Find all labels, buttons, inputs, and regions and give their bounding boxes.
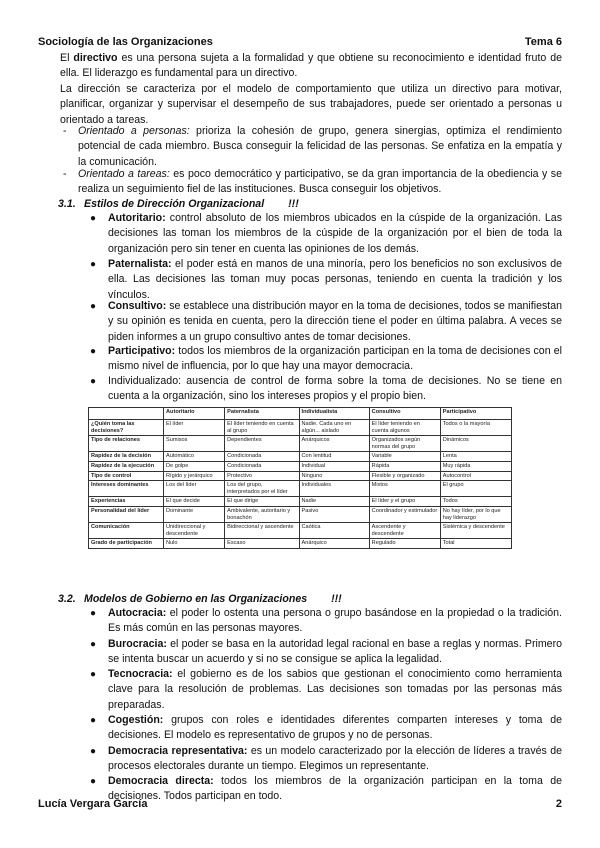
- list-item: ● Democracia representativa: es un modelo caracterizado por la elección de líderes a través de procesos electorales durante un tiempo. Elegimos un representante.: [90, 745, 562, 773]
- bullet-icon: ●: [90, 746, 97, 757]
- list-item: ● Autoritario: control absoluto de los miembros ubicados en la cúspide de la organización. Las decisiones las toman los miembros de la cúspide de la organización por el bien de toda la organización pero sin tener en cuenta las opiniones de los demás.: [90, 212, 562, 255]
- intro-paragraph-2: La dirección se caracteriza por el modelo de comportamiento que utiliza un directivo para motivar, planificar, organizar y supervisar el desempeño de sus trabajadores, puede ser orientado a personas u orientado a tareas.: [60, 83, 562, 126]
- table-row: Rapidez de la decisión Automático Condicionada Con lentitud Variable Lenta: [89, 452, 512, 462]
- table-row: Intereses dominantes Los del líder Los del grupo, interpretados por el líder Individuales Mixtos El grupo: [89, 481, 512, 497]
- list-item: ● Individualizado: ausencia de control de forma sobre la toma de decisiones. No se tiene en cuenta a la organización, sino los intereses propios y el propio bien.: [90, 375, 562, 403]
- page-footer: [38, 798, 562, 812]
- table-header-cell: Individualista: [299, 408, 369, 420]
- list-item: ● Consultivo: se establece una distribución mayor en la toma de decisiones, todos se manifiestan y su opinión es tenida en cuenta, pero la dirección tiene el poder en última palabra. A veces se piden informes a un grupo consultivo antes de tomar decisiones.: [90, 300, 562, 343]
- table-row: Tipo de relaciones Sumisos Dependientes Anárquicos Organizados según normas del grupo Dinámicos: [89, 436, 512, 452]
- intro-paragraph-1: El directivo es una persona sujeta a la formalidad y que obtiene su reconocimiento e identidad fruto de ella. El liderazgo es fundamental para un directivo.: [60, 52, 562, 80]
- bullet-icon: ●: [90, 669, 97, 680]
- section-heading-3-2: 3.2. Modelos de Gobierno en las Organizaciones !!!: [58, 593, 342, 605]
- table-header-cell: Participativo: [440, 408, 511, 420]
- bullet-icon: ●: [90, 776, 97, 787]
- bullet-icon: ●: [90, 346, 97, 357]
- table-row: Rapidez de la ejecución De golpe Condicionada Individual Rápida Muy rápida: [89, 461, 512, 471]
- table-header-cell: Paternalista: [225, 408, 299, 420]
- table-row: ¿Quién toma las decisiones? El líder El líder teniendo en cuenta al grupo Nadie. Cada uno en algún... aislado El líder teniendo en cuenta algunos Todos o la mayoría: [89, 420, 512, 436]
- author-name: Lucía Vergara García: [38, 798, 148, 810]
- dash-item-persons: - Orientado a personas: prioriza la cohesión de grupo, genera sinergias, optimiza el rendimiento potencial de cada miembro. Busca conseguir la felicidad de las personas. Se enfatiza en la empatía y la comunicación.: [63, 125, 562, 168]
- bullet-icon: ●: [90, 608, 97, 619]
- bullet-icon: ●: [90, 301, 97, 312]
- list-item: ● Cogestión: grupos con roles e identidades diferentes comparten intereses y toma de decisiones. El modelo es representativo de grupos y no de personas.: [90, 714, 562, 742]
- bullet-icon: ●: [90, 639, 97, 650]
- dash-item-tasks: - Orientado a tareas: es poco democrático y participativo, se da gran importancia de la obediencia y se realiza un seguimiento fiel de las instituciones. Busca conseguir los objetivos.: [63, 168, 562, 196]
- page-number: 2: [555, 798, 562, 810]
- dash-marker: -: [63, 168, 67, 180]
- bullet-icon: ●: [90, 715, 97, 726]
- course-title: Sociología de las Organizaciones: [38, 36, 213, 48]
- list-item: ● Paternalista: el poder está en manos de una minoría, pero los beneficios no son exclusivos de ella. Las decisiones las toman muy pocas personas, teniendo en cuenta la tradición y los vínculos.: [90, 258, 562, 301]
- table-header-cell: Autoritario: [164, 408, 225, 420]
- table-row: Experiencias El que decide El que dirige Nadie El líder y el grupo Todos: [89, 497, 512, 507]
- topic-label: Tema 6: [524, 36, 562, 48]
- list-item: ● Tecnocracia: el gobierno es de los sabios que gestionan el conocimiento como herramienta clave para la resolución de problemas. Las decisiones son tomadas por las personas más preparadas.: [90, 668, 562, 711]
- table-row: Personalidad del líder Dominante Ambivalente, autoritario y bonachón Pasivo Coordinador y estimulador No hay líder, por lo que hay liderazgo: [89, 506, 512, 522]
- bullet-icon: ●: [90, 259, 97, 270]
- table-header-cell: [89, 408, 164, 420]
- list-item: ● Burocracia: el poder se basa en la autoridad legal racional en base a reglas y normas. Primero se intenta buscar un acuerdo y si no se consigue se aplica la legalidad.: [90, 638, 562, 666]
- table-row: Tipo de control Rígido y jerárquico Protectivo Ninguno Flexible y organizado Autocontrol: [89, 471, 512, 481]
- leadership-styles-table: [88, 407, 512, 589]
- dash-marker: -: [63, 125, 67, 137]
- table-row: Grado de participación Nulo Escaso Anárquico Regulado Total: [89, 539, 512, 549]
- bullet-icon: ●: [90, 213, 97, 224]
- list-item: ● Participativo: todos los miembros de la organización participan en la toma de decisiones con el mismo nivel de influencia, por lo que hay una mayor democracia.: [90, 345, 562, 373]
- table-row: Comunicación Unidireccional y descendente Bidireccional y ascendente Caótica Ascendente y descendente Sistémica y descendente: [89, 523, 512, 539]
- page-header: [38, 36, 562, 50]
- list-item: ● Autocracia: el poder lo ostenta una persona o grupo basándose en la propiedad o la tradición. Es más común en las personas mayores.: [90, 607, 562, 635]
- table-header-cell: Consultivo: [369, 408, 440, 420]
- section-heading-3-1: 3.1. Estilos de Dirección Organizacional !!!: [58, 198, 299, 210]
- table-header-row: [89, 408, 512, 420]
- bullet-icon: ●: [90, 376, 97, 387]
- list-item: ● Democracia directa: todos los miembros de la organización participan en la toma de decisiones. Todos participan en todo.: [90, 775, 563, 803]
